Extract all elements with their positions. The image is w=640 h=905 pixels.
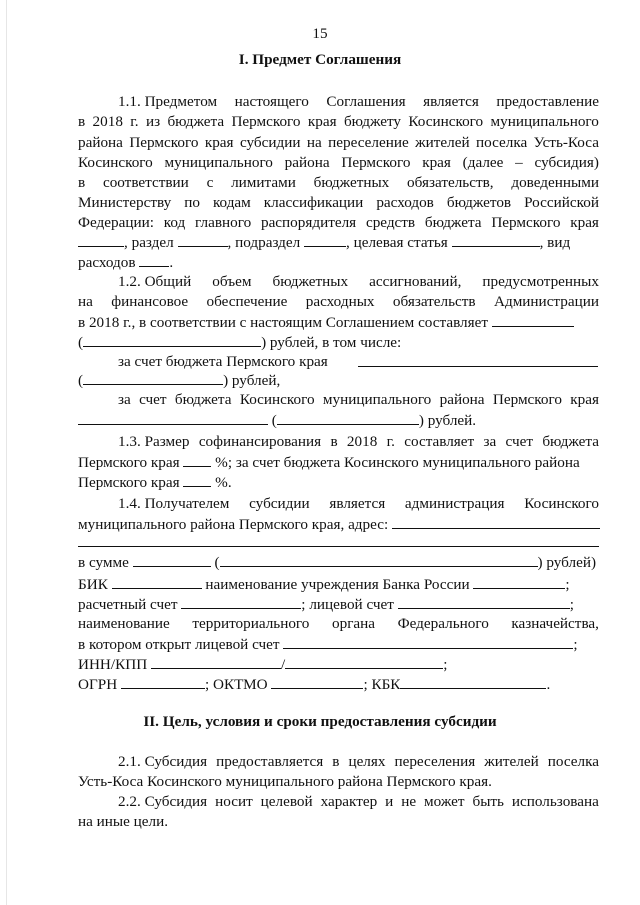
accounts-line: расчетный счет ; лицевой счет ; xyxy=(78,596,574,613)
para-1-2-line-4: ( ) рублей, в том числе: xyxy=(78,334,402,351)
para-1-2-line-7: за счет бюджета Косинского муниципального района Пермского края xyxy=(118,391,599,408)
para-1-1-line-1: 1.1. Предметом настоящего Соглашения является предоставление xyxy=(118,93,599,110)
para-2-2-line-2: на иные цели. xyxy=(78,813,169,830)
blank-field[interactable] xyxy=(78,232,124,247)
para-1-2-line-8: ( ) рублей. xyxy=(78,410,476,430)
para-1-3-line-3: Пермского края %. xyxy=(78,474,232,491)
para-1-2-line-5: за счет бюджета Пермского края xyxy=(118,353,328,370)
para-2-1-line-2: Усть-Коса Косинского муниципального района Пермского края. xyxy=(78,773,492,790)
para-2-1-line-1: 2.1. Субсидия предоставляется в целях переселения жителей поселка xyxy=(118,753,599,770)
bik-line: БИК наименование учреждения Банка России ; xyxy=(78,576,570,593)
para-1-2-line-2: на финансовое обеспечение расходных обязательств Администрации xyxy=(78,293,599,310)
para-1-1-line-2: в 2018 г. из бюджета Пермского края бюджету Косинского муниципального xyxy=(78,113,599,130)
scan-edge xyxy=(6,0,7,905)
opened-account-line: в котором открыт лицевой счет ; xyxy=(78,636,578,653)
account-field[interactable] xyxy=(181,594,301,609)
blank-field[interactable] xyxy=(183,472,211,487)
para-1-4-line-1: 1.4. Получателем субсидии является администрация Косинского xyxy=(118,495,599,512)
para-1-1-line-8: , раздел , подраздел , целевая статья , вид xyxy=(78,232,599,252)
blank-field[interactable] xyxy=(492,312,574,327)
blank-field[interactable] xyxy=(78,410,268,425)
para-1-2-line-3: в 2018 г., в соответствии с настоящим Соглашением составляет xyxy=(78,312,574,332)
section-2-title: II. Цель, условия и сроки предоставления субсидии xyxy=(143,713,497,730)
para-1-2-line-6: ( ) рублей, xyxy=(78,372,281,389)
blank-field[interactable] xyxy=(304,232,346,247)
blank-field[interactable] xyxy=(183,452,211,467)
blank-field[interactable] xyxy=(83,370,223,385)
treasury-line: наименование территориального органа Федерального казначейства, xyxy=(78,615,599,632)
address-field[interactable] xyxy=(392,514,600,529)
para-1-4-line-2: муниципального района Пермского края, адрес: xyxy=(78,514,600,534)
kbk-field[interactable] xyxy=(400,674,546,689)
address-line[interactable] xyxy=(78,546,599,547)
para-1-1-line-5: в соответствии с лимитами бюджетных обязательств, доведенными xyxy=(78,174,599,191)
para-1-1-line-3: района Пермского края субсидии на переселение жителей поселка Усть-Коса xyxy=(78,134,599,151)
para-1-1-line-7: Федерации: код главного распорядителя средств бюджета Пермского края xyxy=(78,214,599,231)
section-1-title: I. Предмет Соглашения xyxy=(238,51,402,68)
para-2-2-line-1: 2.2. Субсидия носит целевой характер и не может быть использована xyxy=(118,793,599,810)
bank-field[interactable] xyxy=(473,574,565,589)
blank-field[interactable] xyxy=(139,252,169,267)
blank-field[interactable] xyxy=(277,410,419,425)
para-1-3-line-2: Пермского края %; за счет бюджета Косинского муниципального района xyxy=(78,454,580,471)
ogrn-field[interactable] xyxy=(121,674,205,689)
para-1-1-line-4: Косинского муниципального района Пермского края (далее – субсидия) xyxy=(78,154,599,171)
blank-field-line-5[interactable] xyxy=(358,352,598,372)
sum-field[interactable] xyxy=(133,552,211,567)
blank-field[interactable] xyxy=(83,332,261,347)
para-1-3-line-1: 1.3. Размер софинансирования в 2018 г. составляет за счет бюджета xyxy=(118,433,599,450)
inn-line: ИНН/КПП / ; xyxy=(78,656,448,673)
ogrn-line: ОГРН ; ОКТМО ; КБК . xyxy=(78,676,551,693)
blank-field[interactable] xyxy=(452,232,540,247)
oktmo-field[interactable] xyxy=(271,674,363,689)
para-1-2-line-1: 1.2. Общий объем бюджетных ассигнований, предусмотренных xyxy=(118,273,599,290)
page-number: 15 xyxy=(312,25,328,42)
blank-field[interactable] xyxy=(178,232,228,247)
para-1-1-line-6: Министерству по кодам классификации расходов бюджетов Российской xyxy=(78,194,599,211)
para-1-1-line-9: расходов . xyxy=(78,254,174,271)
personal-account-field[interactable] xyxy=(398,594,570,609)
sum-words-field[interactable] xyxy=(220,552,538,567)
bik-field[interactable] xyxy=(112,574,202,589)
sum-line: в сумме ( ) рублей) xyxy=(78,554,597,571)
inn-field[interactable] xyxy=(151,654,281,669)
treasury-field[interactable] xyxy=(283,634,573,649)
kpp-field[interactable] xyxy=(285,654,443,669)
